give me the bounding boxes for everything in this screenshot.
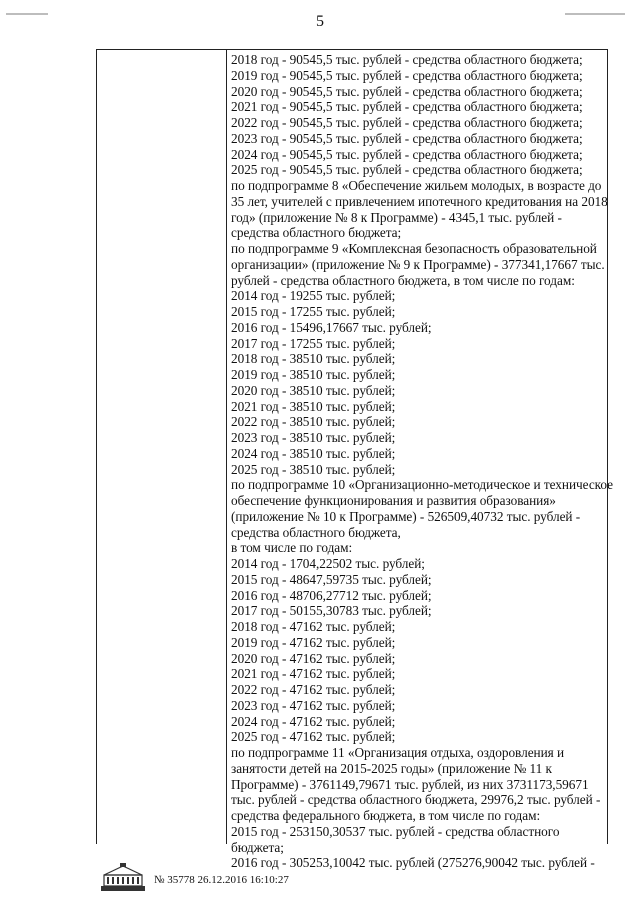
text-line: в том числе по годам: [231,540,353,556]
document-stamp: № 35778 26.12.2016 16:10:27 [154,874,289,886]
text-line: 2024 год - 38510 тыс. рублей; [231,445,396,461]
program-table [96,49,614,871]
text-line: занятости детей на 2015-2025 годы» (приложение № 11 к [231,760,552,776]
text-line: 2016 год - 305253,10042 тыс. рублей (275276,90042 тыс. рублей - [231,855,595,871]
text-line: 2017 год - 50155,30783 тыс. рублей; [231,603,432,619]
text-line: 2021 год - 90545,5 тыс. рублей - средства областного бюджета; [231,99,583,115]
text-line: средства федерального бюджета, в том числе по годам: [231,808,541,823]
text-line: 2014 год - 1704,22502 тыс. рублей; [231,556,425,571]
text-line: 2019 год - 90545,5 тыс. рублей - средства областного бюджета; [231,67,583,83]
text-line: 2022 год - 38510 тыс. рублей; [231,414,396,430]
text-line: 2025 год - 90545,5 тыс. рублей - средства областного бюджета; [231,162,583,178]
text-line: 2014 год - 19255 тыс. рублей; [231,288,396,304]
text-line: 2015 год - 253150,30537 тыс. рублей - средства областного [231,823,560,839]
text-line: 2025 год - 47162 тыс. рублей; [231,729,396,745]
text-line: 2020 год - 90545,5 тыс. рублей - средства областного бюджета; [231,83,583,99]
text-line: 2021 год - 38510 тыс. рублей; [231,398,396,414]
text-line: 2019 год - 38510 тыс. рублей; [231,367,396,382]
text-line: 2022 год - 90545,5 тыс. рублей - средства областного бюджета; [231,115,583,130]
text-line: 2018 год - 38510 тыс. рублей; [231,351,396,367]
text-line: 2023 год - 47162 тыс. рублей; [231,697,396,713]
text-line: средства областного бюджета; [231,225,402,241]
text-line: 2023 год - 90545,5 тыс. рублей - средства областного бюджета; [231,130,583,146]
text-line: средства областного бюджета, [231,524,401,540]
text-line: по подпрограмме 9 «Комплексная безопасность образовательной [231,241,597,256]
text-line: по подпрограмме 10 «Организационно-методическое и техническое [231,477,614,493]
column-divider [226,50,227,844]
text-line: рублей - средства областного бюджета, в том числе по годам: [231,272,575,288]
text-line: 2016 год - 48706,27712 тыс. рублей; [231,587,432,603]
text-line: 2019 год - 47162 тыс. рублей; [231,634,396,650]
text-line: 2017 год - 17255 тыс. рублей; [231,335,396,351]
text-line: бюджета; [231,839,284,855]
text-line: 2024 год - 47162 тыс. рублей; [231,713,396,729]
building-emblem-icon [100,862,146,892]
text-line: год» (приложение № 8 к Программе) - 4345,1 тыс. рублей - [231,209,562,225]
text-line: организации» (приложение № 9 к Программе) - 377341,17667 тыс. [231,256,605,272]
text-line: 2016 год - 15496,17667 тыс. рублей; [231,319,432,335]
text-line: 2022 год - 47162 тыс. рублей; [231,682,396,697]
funding-text-cell [231,52,614,871]
text-line: по подпрограмме 8 «Обеспечение жильем молодых, в возрасте до [231,178,602,193]
text-line: тыс. рублей - средства областного бюджета, 29976,2 тыс. рублей - [231,792,601,808]
text-line: по подпрограмме 11 «Организация отдыха, оздоровления и [231,745,565,760]
footer [100,862,360,894]
text-line: 2023 год - 38510 тыс. рублей; [231,430,396,445]
text-line: Программе) - 3761149,79671 тыс. рублей, из них 3731173,59671 [231,776,589,792]
page-number: 5 [316,13,324,30]
text-line: (приложение № 10 к Программе) - 526509,40732 тыс. рублей - [231,508,581,524]
text-line: 2015 год - 48647,59735 тыс. рублей; [231,571,432,587]
text-line: 2018 год - 90545,5 тыс. рублей - средства областного бюджета; [231,52,583,67]
text-line: 2024 год - 90545,5 тыс. рублей - средства областного бюджета; [231,146,583,162]
text-line: 35 лет, учителей с привлечением ипотечного кредитования на 2018 [231,193,608,209]
text-line: 2015 год - 17255 тыс. рублей; [231,304,396,319]
text-line: 2025 год - 38510 тыс. рублей; [231,461,396,477]
text-line: 2020 год - 38510 тыс. рублей; [231,382,396,398]
text-line: 2020 год - 47162 тыс. рублей; [231,650,396,666]
text-line: обеспечение функционирования и развития образования» [231,493,556,508]
text-line: 2021 год - 47162 тыс. рублей; [231,666,396,682]
text-line: 2018 год - 47162 тыс. рублей; [231,619,396,634]
